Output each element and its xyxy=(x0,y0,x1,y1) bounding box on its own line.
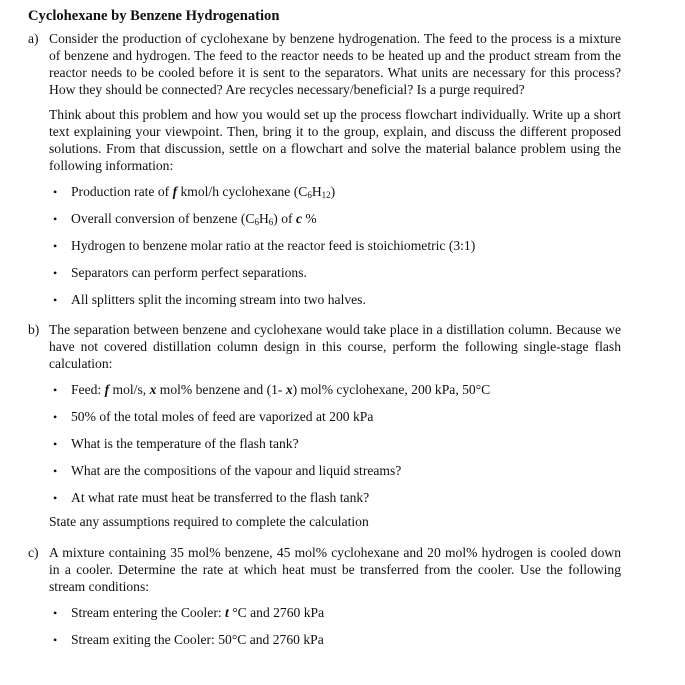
list-item xyxy=(49,489,621,507)
variable-t: t xyxy=(225,605,229,620)
variable-f: f xyxy=(104,382,110,397)
variable-x: x xyxy=(285,382,293,397)
bullet-icon: • xyxy=(53,606,58,620)
bullet-text: Separators can perform perfect separations. xyxy=(71,265,307,280)
list-item xyxy=(49,183,621,201)
list-item xyxy=(49,264,621,282)
bullet-icon: • xyxy=(53,212,58,226)
bullet-text: At what rate must heat be transferred to the flash tank? xyxy=(71,490,370,505)
part-a xyxy=(28,30,621,309)
part-c-body xyxy=(49,544,621,649)
bullet-icon: • xyxy=(53,383,58,397)
bullet-text: Stream exiting the Cooler: 50°C and 2760 kPa xyxy=(71,632,324,647)
bullet-icon: • xyxy=(53,491,58,505)
list-item xyxy=(49,210,621,228)
part-c-label: c) xyxy=(28,545,39,560)
variable-x: x xyxy=(149,382,157,397)
bullet-text: Stream entering the Cooler: t °C and 2760 kPa xyxy=(71,605,325,620)
part-c xyxy=(28,544,621,649)
part-b xyxy=(28,321,621,530)
bullet-text: All splitters split the incoming stream into two halves. xyxy=(71,292,366,307)
bullet-text: Feed: f mol/s, x mol% benzene and (1- x) mol% cyclohexane, 200 kPa, 50°C xyxy=(71,382,491,397)
part-a-body xyxy=(49,30,621,309)
list-item xyxy=(49,631,621,649)
bullet-icon: • xyxy=(53,410,58,424)
bullet-icon: • xyxy=(53,464,58,478)
variable-f: f xyxy=(172,184,178,199)
bullet-text: Hydrogen to benzene molar ratio at the reactor feed is stoichiometric (3:1) xyxy=(71,238,476,253)
document-title: Cyclohexane by Benzene Hydrogenation xyxy=(28,8,280,24)
list-item xyxy=(49,408,621,426)
part-b-bullet-list xyxy=(49,381,621,507)
bullet-icon: • xyxy=(53,239,58,253)
variable-c: c xyxy=(295,211,302,226)
part-a-label: a) xyxy=(28,31,39,46)
list-item xyxy=(49,462,621,480)
bullet-icon: • xyxy=(53,633,58,647)
bullet-icon: • xyxy=(53,266,58,280)
part-c-paragraph-1: A mixture containing 35 mol% benzene, 45 mol% cyclohexane and 20 mol% hydrogen is cooled down in a cooler. Determine the rate at which heat must be transferred from the cooler. Use the following stream conditions: xyxy=(49,545,621,594)
bullet-icon: • xyxy=(53,185,58,199)
part-b-closing: State any assumptions required to complete the calculation xyxy=(49,514,369,529)
bullet-text: Overall conversion of benzene $(C_6H_6)$ of c % xyxy=(71,211,317,227)
part-a-paragraph-1: Consider the production of cyclohexane by benzene hydrogenation. The feed to the process is a mixture of benzene and hydrogen. The feed to the reactor needs to be heated up and the product stream from the reactor needs to be cooled before it is sent to the separators. What units are necessary for this process? How they should be connected? Are recycles necessary/beneficial? Is a purge required? xyxy=(49,31,621,97)
part-b-label: b) xyxy=(28,322,40,337)
bullet-text: 50% of the total moles of feed are vaporized at 200 kPa xyxy=(71,409,374,424)
bullet-text: What is the temperature of the flash tank? xyxy=(71,436,299,451)
bullet-icon: • xyxy=(53,437,58,451)
bullet-text: What are the compositions of the vapour and liquid streams? xyxy=(71,463,402,478)
part-a-paragraph-2: Think about this problem and how you would set up the process flowchart individually. Write up a short text explaining your viewpoint. Then, bring it to the group, explain, and discuss the different proposed solutions. From that discussion, settle on a flowchart and solve the material balance problem using the following information: xyxy=(49,107,621,173)
part-b-body xyxy=(49,321,621,530)
list-item xyxy=(49,291,621,309)
part-a-bullet-list xyxy=(49,183,621,309)
list-item xyxy=(49,237,621,255)
list-item xyxy=(49,604,621,622)
list-item xyxy=(49,435,621,453)
bullet-text: Production rate of f kmol/h cyclohexane $(C_6H_{12})$ xyxy=(71,184,336,200)
list-item xyxy=(49,381,621,399)
part-b-paragraph-1: The separation between benzene and cyclohexane would take place in a distillation column. Because we have not covered distillation column design in this course, perform the following single-stage flash calculation: xyxy=(49,322,621,371)
part-c-bullet-list xyxy=(49,604,621,649)
bullet-icon: • xyxy=(53,293,58,307)
